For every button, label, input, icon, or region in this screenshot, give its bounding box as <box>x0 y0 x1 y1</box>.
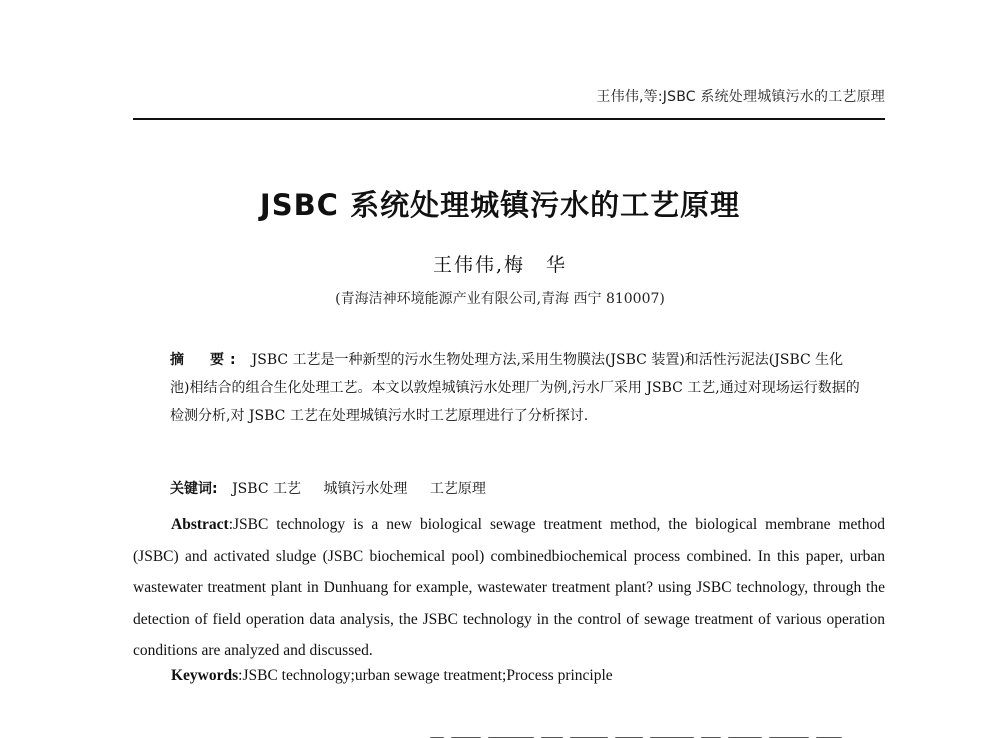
keyword-zh-2: 城镇污水处理 <box>323 481 408 497</box>
header-rule <box>133 118 885 120</box>
abstract-en-text: :JSBC technology is a new biological sewage treatment method, the biological membrane method (JSBC) and activated sludge (JSBC biochemical pool) combinedbiochemical process combined. In this paper, urban wastewater treatment plant in Dunhuang for example, wastewater treatment plant? using JSBC technology, through the detection of field operation data analysis, the JSBC technology in the control of sewage treatment of various operation conditions are analyzed and discussed. <box>133 516 885 659</box>
keywords-zh-label: 关键词: <box>170 481 218 497</box>
abstract-zh-text: JSBC 工艺是一种新型的污水生物处理方法,采用生物膜法(JSBC 装置)和活性污泥法(JSBC 生化池)相结合的组合生化处理工艺。本文以敦煌城镇污水处理厂为例,污水厂采用 JSBC 工艺,通过对现场运行数据的检测分析,对 JSBC 工艺在处理城镇污水时工艺原理进行了分析探讨. <box>170 352 860 424</box>
keywords-en-text: :JSBC technology;urban sewage treatment;Process principle <box>238 667 613 684</box>
keyword-zh-1: JSBC 工艺 <box>232 481 301 497</box>
keyword-zh-3: 工艺原理 <box>429 481 486 497</box>
abstract-en-label: Abstract <box>171 516 229 533</box>
keywords-en <box>171 667 885 685</box>
abstract-zh <box>170 346 860 430</box>
keywords-zh <box>170 478 860 498</box>
paper-title: JSBC 系统处理城镇污水的工艺原理 <box>259 188 741 222</box>
keywords-en-label: Keywords <box>171 667 239 684</box>
authors: 王伟伟,梅 华 <box>432 254 568 276</box>
cutoff-body-text <box>430 728 885 738</box>
abstract-zh-label: 摘 要: <box>170 352 242 368</box>
abstract-en <box>133 509 885 667</box>
affiliation: (青海洁神环境能源产业有限公司,青海 西宁 810007) <box>335 291 665 307</box>
running-head: 王伟伟,等:JSBC 系统处理城镇污水的工艺原理 <box>596 89 885 105</box>
